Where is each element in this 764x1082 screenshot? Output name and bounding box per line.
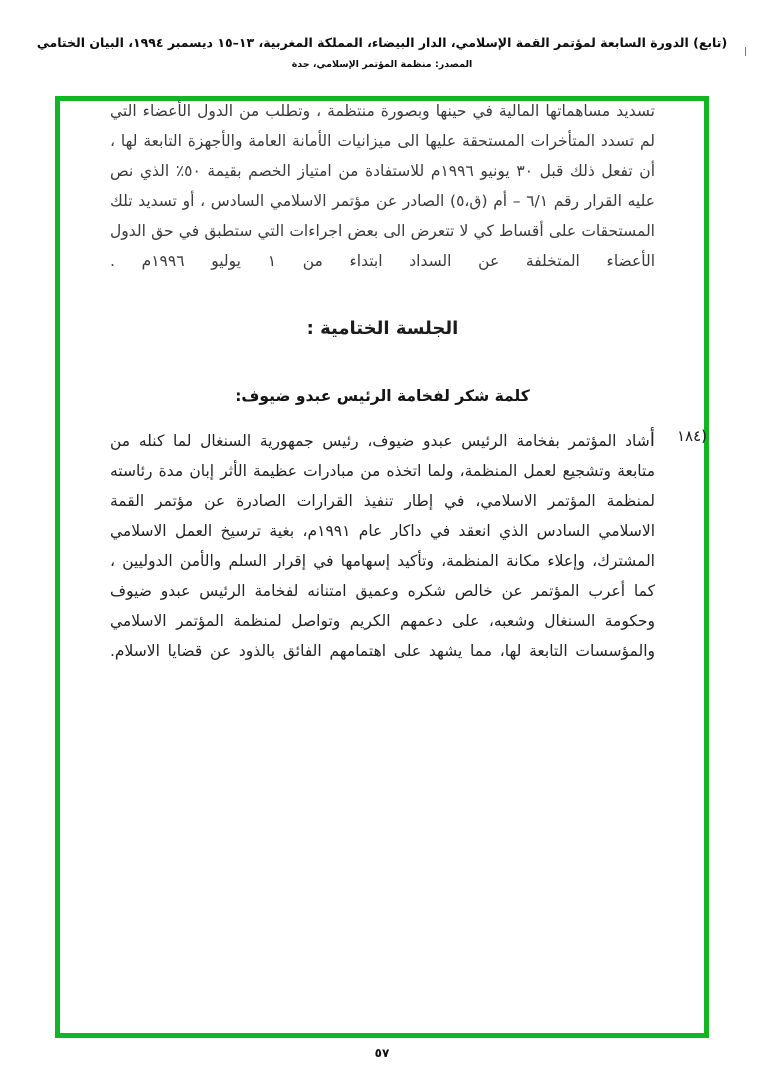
paragraph-finance-dues: تسديد مساهماتها المالية في حينها وبصورة منتظمة ، وتطلب من الدول الأعضاء التي لم تسدد المتأخرات المستحقة عليها الى ميزانيات الأمانة العامة والأجهزة التابعة لها ، أن تفعل ذلك قبل ٣٠ يونيو ١٩٩٦م للاستفادة من امتياز الخصم بقيمة ٥٠٪ الذي نص عليه القرار رقم ٦/١ – أم (ق،٥) الصادر عن مؤتمر الاسلامي السادس ، أو تسديد تلك المستحقات على أقساط كي لا تتعرض الى بعض اجراءات التي ستطبق في حق الدول الأعضاء المتخلفة عن السداد ابتداء من ١ يوليو ١٩٩٦م . [110,102,655,270]
section-heading-closing-session: الجلسة الختامية : [306,318,459,339]
page-number: ٥٧ [374,1046,390,1060]
paragraph-item-number: (١٨٤ [676,427,707,445]
numbered-paragraph-block [110,425,707,666]
header-source: المصدر: منظمة المؤتمر الإسلامي، جدة [291,58,473,70]
margin-tick-mark [745,47,746,56]
page-header [0,34,764,70]
header-title: (تابع) الدورة السابعة لمؤتمر القمة الإسلامي، الدار البيضاء، المملكة المغربية، ١٣–١٥ ديسمبر ١٩٩٤، البيان الختامي [36,35,728,50]
document-body [110,96,707,666]
paragraph-tribute-president: أشاد المؤتمر بفخامة الرئيس عبدو ضيوف، رئيس جمهورية السنغال لما كنله من متابعة وتشجيع لعمل المنظمة، ولما اتخذه من مبادرات عظيمة الأثر إبان مدة رئاسته لمنظمة المؤتمر الاسلامي، في إطار تنفيذ القرارات الصادرة عن مؤتمر القمة الاسلامي السادس الذي انعقد في داكار عام ١٩٩١م، بغية ترسيخ العمل الاسلامي المشترك، وإعلاء مكانة المنظمة، وتأكيد إسهامها في إقرار السلم والأمن الدوليين ، كما أعرب المؤتمر عن خالص شكره وعميق امتنانه لفخامة الرئيس عبدو ضيوف وحكومة السنغال وشعبه، على دعمهم الكريم وتواصل لمنظمة المؤتمر الاسلامي والمؤسسات التابعة لها، مما يشهد على اهتمامهم الفائق بالذود عن قضايا الاسلام. [110,429,655,660]
sub-heading-thanks-message: كلمة شكر لفخامة الرئيس عبدو ضيوف: [235,387,530,405]
